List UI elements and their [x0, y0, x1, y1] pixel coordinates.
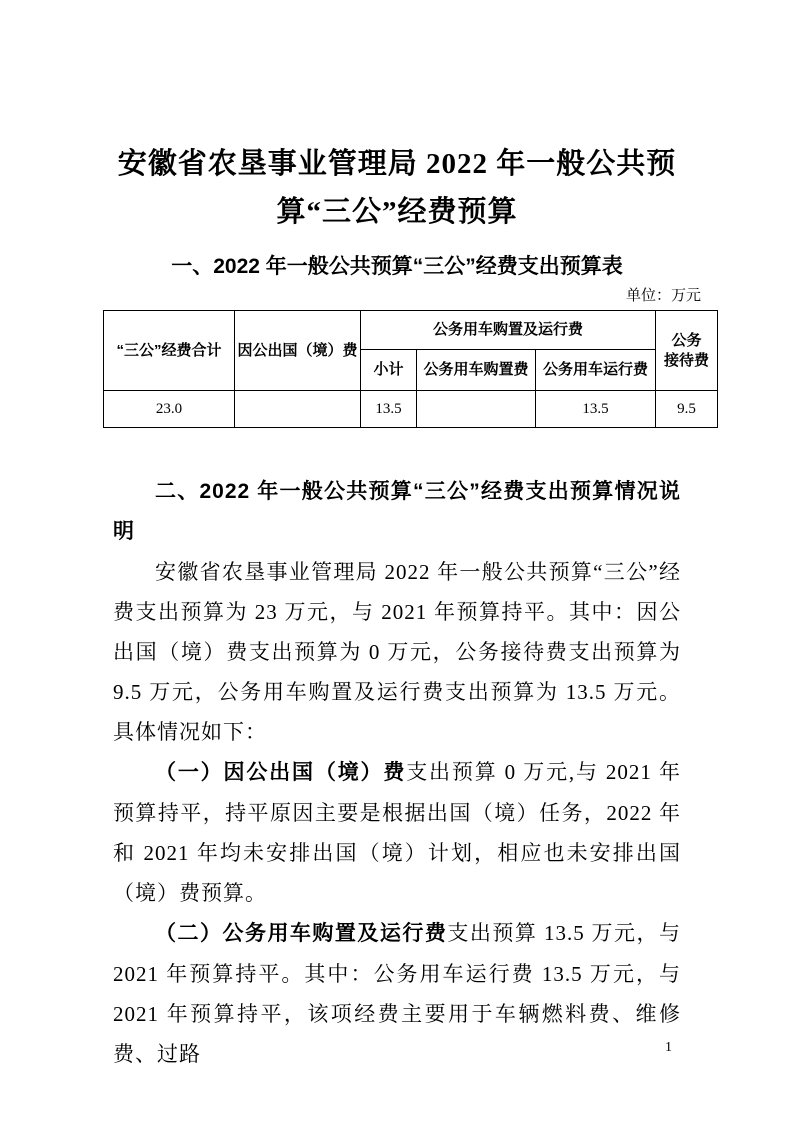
col-header-purchase: 公务用车购置费	[417, 350, 536, 391]
section2-heading: 二、2022 年一般公共预算“三公”经费支出预算情况说明	[113, 480, 681, 543]
paragraph-abroad-fee	[113, 752, 681, 913]
body-text	[113, 472, 681, 1074]
cell-reception: 9.5	[656, 391, 718, 428]
page-number: 1	[665, 1040, 672, 1055]
col-header-vehicle-group: 公务用车购置及运行费	[361, 311, 656, 350]
cell-purchase	[417, 391, 536, 428]
unit-label: 单位：万元	[625, 288, 701, 304]
paragraph-vehicle-fee-lead: （二）公务用车购置及运行费	[155, 922, 448, 945]
col-header-reception-line1: 公务	[671, 331, 702, 349]
col-header-subtotal: 小计	[361, 350, 417, 391]
document-title-line1: 安徽省农垦事业管理局 2022 年一般公共预	[117, 148, 677, 180]
paragraph-vehicle-fee	[113, 913, 681, 1074]
document-title-line2: 算“三公”经费预算	[276, 196, 518, 228]
col-header-reception	[656, 311, 718, 391]
table-row	[104, 391, 718, 428]
cell-total: 23.0	[104, 391, 235, 428]
col-header-total: “三公”经费合计	[104, 311, 235, 391]
paragraph-abroad-fee-lead: （一）因公出国（境）费	[155, 761, 407, 784]
cell-abroad	[235, 391, 361, 428]
col-header-reception-line2: 接待费	[663, 351, 709, 369]
section1-heading: 一、2022 年一般公共预算“三公”经费支出预算表	[171, 255, 623, 278]
three-public-budget-table	[103, 310, 718, 428]
col-header-abroad: 因公出国（境）费	[235, 311, 361, 391]
paragraph-overview: 安徽省农垦事业管理局 2022 年一般公共预算“三公”经费支出预算为 23 万元，与 2021 年预算持平。其中：因公出国（境）费支出预算为 0 万元，公务接待费支出预算为 9.5 万元，公务用车购置及运行费支出预算为 13.5 万元。具体情况如下：	[113, 560, 681, 744]
paragraph-vehicle-fee-body: 支出预算 13.5 万元，与 2021 年预算持平。其中：公务用车运行费 13.5 万元，与 2021 年预算持平，该项经费主要用于车辆燃料费、维修费、过路	[113, 921, 682, 1066]
cell-operation: 13.5	[536, 391, 656, 428]
col-header-operation: 公务用车运行费	[536, 350, 656, 391]
cell-subtotal: 13.5	[361, 391, 417, 428]
document-title	[0, 0, 794, 236]
paragraph-abroad-fee-body: 支出预算 0 万元,与 2021 年预算持平，持平原因主要是根据出国（境）任务，2022 年和 2021 年均未安排出国（境）计划，相应也未安排出国（境）费预算。	[113, 760, 682, 905]
